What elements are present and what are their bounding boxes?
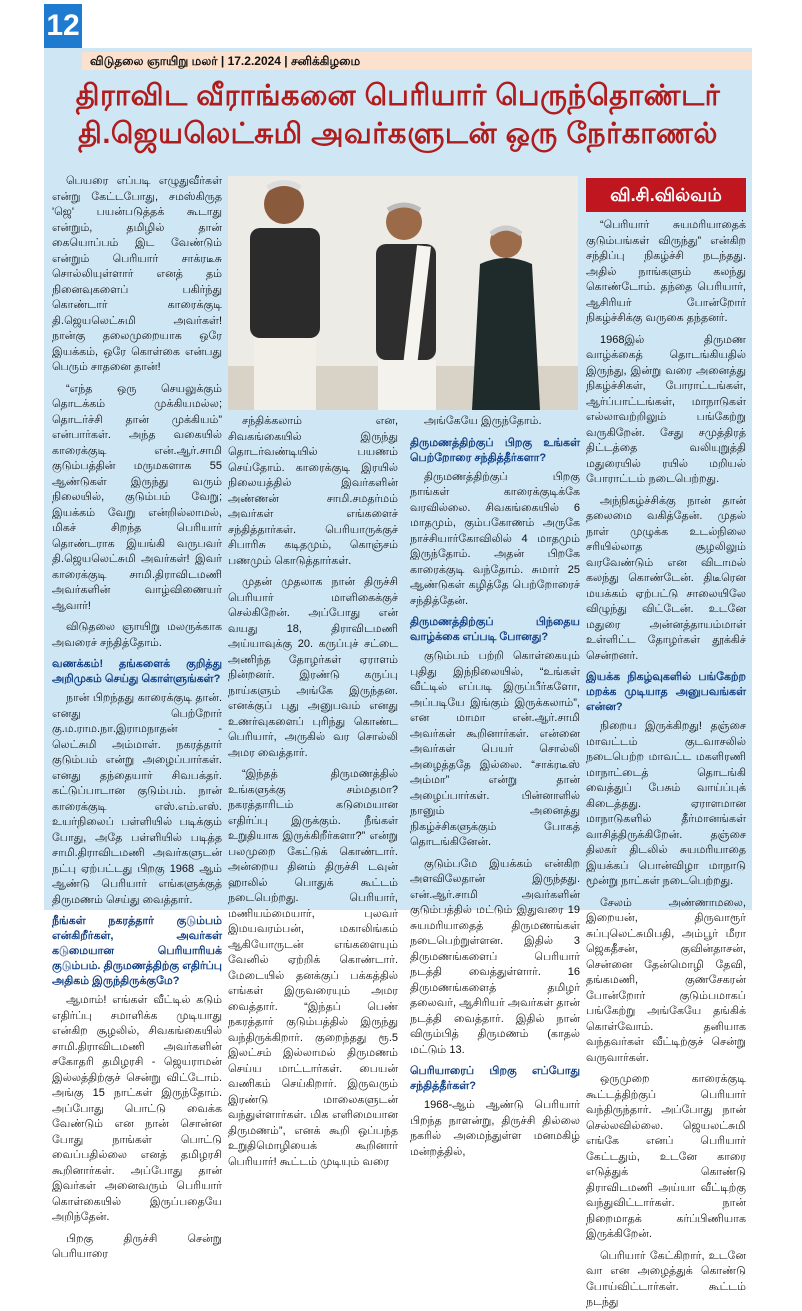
question-heading: நீங்கள் நகரத்தார் குடும்பம் என்கிறீர்கள், அவர்கள் கடுமையான பெரியாரியக் குடும்பம். திருமணத்திற்கு எதிர்ப்பு அதிகம் இருந்திருக்குமே?: [52, 915, 222, 987]
paragraph: திருமணத்திற்குப் பிறகு நாங்கள் காரைக்குடிக்கே வரவில்லை. சிவகங்கையில் 6 மாதமும், கும்பகோணம் அருகே நாச்சியார்கோவிலில் 4 மாதமும் இருந்தோம். அதன் பிறகே காரைக்குடி வந்தோம். சுமார் 25 ஆண்டுகள் கழித்தே பெற்றோரைச் சந்தித்தேன்.: [410, 470, 580, 607]
paragraph: சேலம் அண்ணாமலை, இறையன், திருவாரூர் சுப்புலெட்சுமிபதி, அம்பூர் மீரா ஜெகதீசன், குவின்தாசன், சென்னை தேன்மொழி தேவி, தங்கமணி, குணசேகரன் போன்றோர் குடும்பமாகப் பங்கேற்று அங்கேயே தங்கிக் கொள்வோம். தனியாக வந்தவர்கள் வீட்டிற்குச் சென்று வருவார்கள்.: [586, 896, 746, 1064]
question-heading: திருமணத்திற்குப் பிந்தைய வாழ்க்கை எப்படி போனது?: [410, 616, 580, 643]
paragraph: சந்திக்கலாம் என, சிவகங்கையில் இருந்து தொடர்வண்டியில் பயணம் செய்தோம். காரைக்குடி இரயில் நிலையத்தில் இவர்களின் அண்ணன் சாமி.சமதர்மம் அவர்கள் எங்களைச் சந்தித்தார்கள். பெரியாருக்குச் சிபாரிசு கடிதமும், கொஞ்சம் பணமும் கொடுத்தார்கள்.: [228, 415, 398, 567]
paragraph: பிறகு திருச்சி சென்று பெரியாரை: [52, 1232, 222, 1260]
author-byline: வி.சி.வில்வம்: [586, 178, 746, 212]
paragraph: பெயரை எப்படி எழுதுவீர்கள் என்று கேட்டபோது, சமஸ்கிருத 'ஜெ' பயன்படுத்தக் கூடாது என்றும், தமிழில் தான் கையொப்பம் இட வேண்டும் என்றும் பெரியார் சாக்ரடீசு சொல்லியுள்ளார் எனத் தம் நினைவுகளைப் பகிர்ந்து கொண்டார் காரைக்குடி தி.ஜெயலெட்சுமி அவர்கள்! நான்கு தலைமுறையாக ஒரே இயக்கம், ஒரே கொள்கை என்பது பெரும் சாதனை தான்!: [52, 175, 222, 373]
question-heading: திருமணத்திற்குப் பிறகு உங்கள் பெற்றோரை சந்தித்தீர்களா?: [410, 436, 580, 464]
paragraph: விடுதலை ஞாயிறு மலருக்காக அவரைச் சந்தித்தோம்.: [52, 621, 222, 649]
article-column-3: [410, 414, 580, 1158]
masthead-text: விடுதலை ஞாயிறு மலர் | 17.2.2024 | சனிக்கிழமை: [90, 54, 361, 68]
paragraph: ஆமாம்! எங்கள் வீட்டில் கடும் எதிர்ப்பு சமாளிக்க முடியாது என்கிற சூழலில், சிவகங்கையில் சாமி.திராவிடமணி அவர்களின் சகோதரி தமிழரசி - ஜெயராமன் இல்லத்திற்குச் சென்று விட்டோம். அங்கு 15 நாட்கள் இருந்தோம். அப்போது பொட்டு வைக்க வேண்டும் என நான் சொன்ன போது நாங்கள் பொட்டு வைப்பதில்லை எனத் தமிழரசி கூறினார்கள். அப்போது தான் இவர்கள் அனைவரும் பெரியார் கொள்கையில் இருப்பதையே அறிந்தேன்.: [52, 994, 222, 1223]
headline-line-2: தி.ஜெயலெட்சுமி அவர்களுடன் ஒரு நேர்காணல்: [78, 118, 718, 150]
paragraph: நான் பிறந்தது காரைக்குடி தான். எனது பெற்றோர் கு.ம.ராம.நா.இராமநாதன் - லெட்சுமி அம்மாள். நகரத்தார் குடும்பம் என்று அழைப்பார்கள். எனது தந்தையார் சிவபக்தர். கட்டுப்பாடான குடும்பம். நான் காரைக்குடி எஸ்.எம்.எஸ். உயர்நிலைப் பள்ளியில் படிக்கும் போது, அதே பள்ளியில் படித்த சாமி.திராவிடமணி அவர்களுடன் நட்பு ஏற்பட்டது பிறகு 1968 ஆம் ஆண்டு பெரியார் எங்களுக்குத் திருமணம் செய்து வைத்தார்.: [52, 692, 222, 906]
photo-illustration: [228, 176, 578, 410]
headline-line-1: திராவிட வீராங்கனை பெரியார் பெருந்தொண்டர்: [75, 80, 721, 112]
article-column-1: [52, 174, 222, 1260]
question-heading: இயக்க நிகழ்வுகளில் பங்கேற்ற மறக்க முடியாத அனுபவங்கள் என்ன?: [586, 671, 746, 713]
paragraph: நிறைய இருக்கிறது! தஞ்சை மாவட்டம் குடவாசலில் நடைபெற்ற மாவட்ட மகளிரணி மாநாட்டைத் தொடங்கி வைத்துப் பேசும் வாய்ப்புக் கிடைத்தது. ஏராளமான மாநாடுகளில் தீர்மானங்கள் வாசித்திருக்கிறேன். தஞ்சை திலகர் திடலில் சுயமரியாதை இயக்கப் பொன்விழா மாநாடு மூன்று நாட்கள் நடைபெற்றது.: [586, 720, 746, 887]
paragraph: “பெரியார் சுயமரியாதைக் குடும்பங்கள் விருந்து” என்கிற சந்திப்பு நிகழ்ச்சி நடந்தது. அதில் நாங்களும் கலந்து கொண்டோம். தந்தை பெரியார், ஆசிரியர் போன்றோர் நிகழ்ச்சிக்கு வருகை தந்தனர்.: [586, 219, 746, 324]
masthead-band: [82, 52, 752, 70]
paragraph: குடும்பமே இயக்கம் என்கிற அளவிலேதான் இருந்தது. என்.ஆர்.சாமி அவர்களின் குடும்பத்தில் மட்டும் இதுவரை 19 சுயமரியாதைத் திருமணங்கள் நடைபெற்றுள்ளன. இதில் 3 திருமணங்களைப் பெரியார் நடத்தி வைத்துள்ளார். 16 திருமணங்களைத் தமிழர் தலைவர், ஆசிரியர் அவர்கள் தான் நடத்தி வைத்தார். இதில் நான் விரும்பித் திருமணம் (காதல் மட்டும் 13.: [410, 857, 580, 1056]
article-column-4: [586, 218, 746, 1308]
page-number: 12: [44, 4, 82, 48]
paragraph: குடும்பம் பற்றி கொள்கையும் புதிது இந்நிலையில், “உங்கள் வீட்டில் எப்படி இருப்பீர்களோ, அப்படியே இங்கும் இருக்கலாம்”, என மாமா என்.ஆர்.சாமி அவர்கள் கூறினார்கள். என்னை அவர்கள் பெயர் சொல்லி அழைத்ததே இல்லை. “சாக்ரடீஸ் அம்மா” என்று தான் அழைப்பார்கள். பின்னாளில் நானும் அனைத்து நிகழ்ச்சிகளுக்கும் போகத் தொடங்கினேன்.: [410, 650, 580, 848]
paragraph: ஒருமுறை காரைக்குடி கூட்டத்திற்குப் பெரியார் வந்திருந்தார். அப்போது நான் செல்லவில்லை. ஜெயலட்சுமி எங்கே எனப் பெரியார் கேட்டதும், உடனே காரை எடுத்துக் கொண்டு திராவிடமணி அய்யா வீட்டிற்கு வந்துவிட்டார்கள். நான் நிறைமாதக் கர்ப்பிணியாக இருக்கிறேன்.: [586, 1073, 746, 1240]
paragraph: “இந்தத் திருமணத்தில் உங்களுக்கு சம்மதமா? நகரத்தாரிடம் கடுமையான எதிர்ப்பு இருக்கும். நீங்கள் உறுதியாக இருக்கிறீர்களா?” என்று பலமுறை கேட்டுக் கொண்டார். அன்றைய தினம் திருச்சி டவுன் ஹாலில் பொதுக் கூட்டம் நடைபெற்றது. பெரியார், மணியம்மையார், புலவர் இமயவரம்பன், மகாலிங்கம் ஆகியோருடன் எங்களையும் வேனில் ஏற்றிக் கொண்டார். மேடையில் தனக்குப் பக்கத்தில் எங்கள் இருவரையும் அமர வைத்தார். “இந்தப் பெண் நகரத்தார் குடும்பத்தில் இருந்து வந்திருக்கிறார். குறைந்தது ரூ.5 இலட்சம் இல்லாமல் திருமணம் செய்ய மாட்டார்கள். பையன் வணிகம் செய்கிறார். இருவரும் இரண்டு மாலைகளுடன் வந்துள்ளார்கள். மிக எளிமையான திருமணம்”, எனக் கூறி ஒப்பந்த உறுதிமொழியைக் கூறினார் பெரியார்! கூட்டம் முடியும் வரை: [228, 768, 398, 1168]
paragraph: முதன் முதலாக நான் திருச்சி பெரியார் மாளிகைக்குச் செல்கிறேன். அப்போது என் வயது 18, திராவிடமணி அய்யாவுக்கு 20. கருப்புச் சட்டை அணிந்த தோழர்கள் ஏராளம் நின்றனர். இரண்டு கருப்பு நாய்களும் அங்கே இருந்தன. எனக்குப் புது அனுபவம் எனது உணர்வுகளைப் புரிந்து கொண்ட பெரியார், அருகில் வர சொல்லி அமர வைத்தார்.: [228, 576, 398, 759]
article-column-2: [228, 414, 398, 1168]
question-heading: பெரியாரைப் பிறகு எப்போது சந்தித்தீர்கள்?: [410, 1065, 580, 1092]
paragraph: பெரியார் கேட்கிறார், உடனே வா என அழைத்துக் கொண்டு போய்விட்டார்கள். கூட்டம் நடந்து: [586, 1249, 746, 1308]
interview-photo: [228, 176, 578, 410]
paragraph: 1968இல் திருமண வாழ்க்கைத் தொடங்கியதில் இருந்து, இன்று வரை அனைத்து நிகழ்ச்சிகள், போராட்டங்கள், ஆர்ப்பாட்டங்கள், மாநாடுகள் எல்லாவற்றிலும் பங்கேற்று வருகிறேன். சேது சமுத்திரத் திட்டத்தை வலியுறுத்தி மதுரையில் ரயில் மறியல் போராட்டம் நடைபெற்றது.: [586, 333, 746, 485]
paragraph: அங்கேயே இருந்தோம்.: [424, 415, 542, 427]
paragraph: 1968-ஆம் ஆண்டு பெரியார் பிறந்த நாளன்று, திருச்சி தில்லை நகரில் அமைந்துள்ள மனமகிழ் மன்றத்தில்,: [410, 1099, 580, 1158]
paragraph: அந்நிகழ்ச்சிக்கு நான் தான் தலைமை வகித்தேன். முதல் நாள் முழுக்க உடல்நிலை சரியில்லாத சூழலிலும் வரவேண்டும் என விடாமல் கலந்து கொண்டேன். திடீரென மயக்கம் ஏற்பட்டு சாலையிலே விழுந்து விட்டேன். உடனே மதுரை அன்னத்தாயம்மாள் உள்ளிட்ட தோழர்கள் தூக்கிச் சென்றனர்.: [586, 494, 746, 662]
paragraph: “எந்த ஒரு செயலுக்கும் தொடக்கம் முக்கியமல்ல; தொடர்ச்சி தான் முக்கியம்” என்பார்கள். அந்த வகையில் காரைக்குடி என்.ஆர்.சாமி குடும்பத்தின் மருமகளாக 55 ஆண்டுகள் இருந்து வரும் நிலையில், குடும்பம் வேறு; இயக்கம் வேறு என்றில்லாமல், மிகச் சிறந்த பெரியார் தொண்டராக இயங்கி வருபவர் தி.ஜெயலெட்சுமி அவர்கள்! இவர் காரைக்குடி சாமி.திராவிடமணி அவர்களின் வாழ்விணையர் ஆவார்!: [52, 382, 222, 612]
question-heading: வணக்கம்! தங்களைக் குறித்து அறிமுகம் செய்து கொள்ளுங்கள்?: [52, 658, 222, 685]
